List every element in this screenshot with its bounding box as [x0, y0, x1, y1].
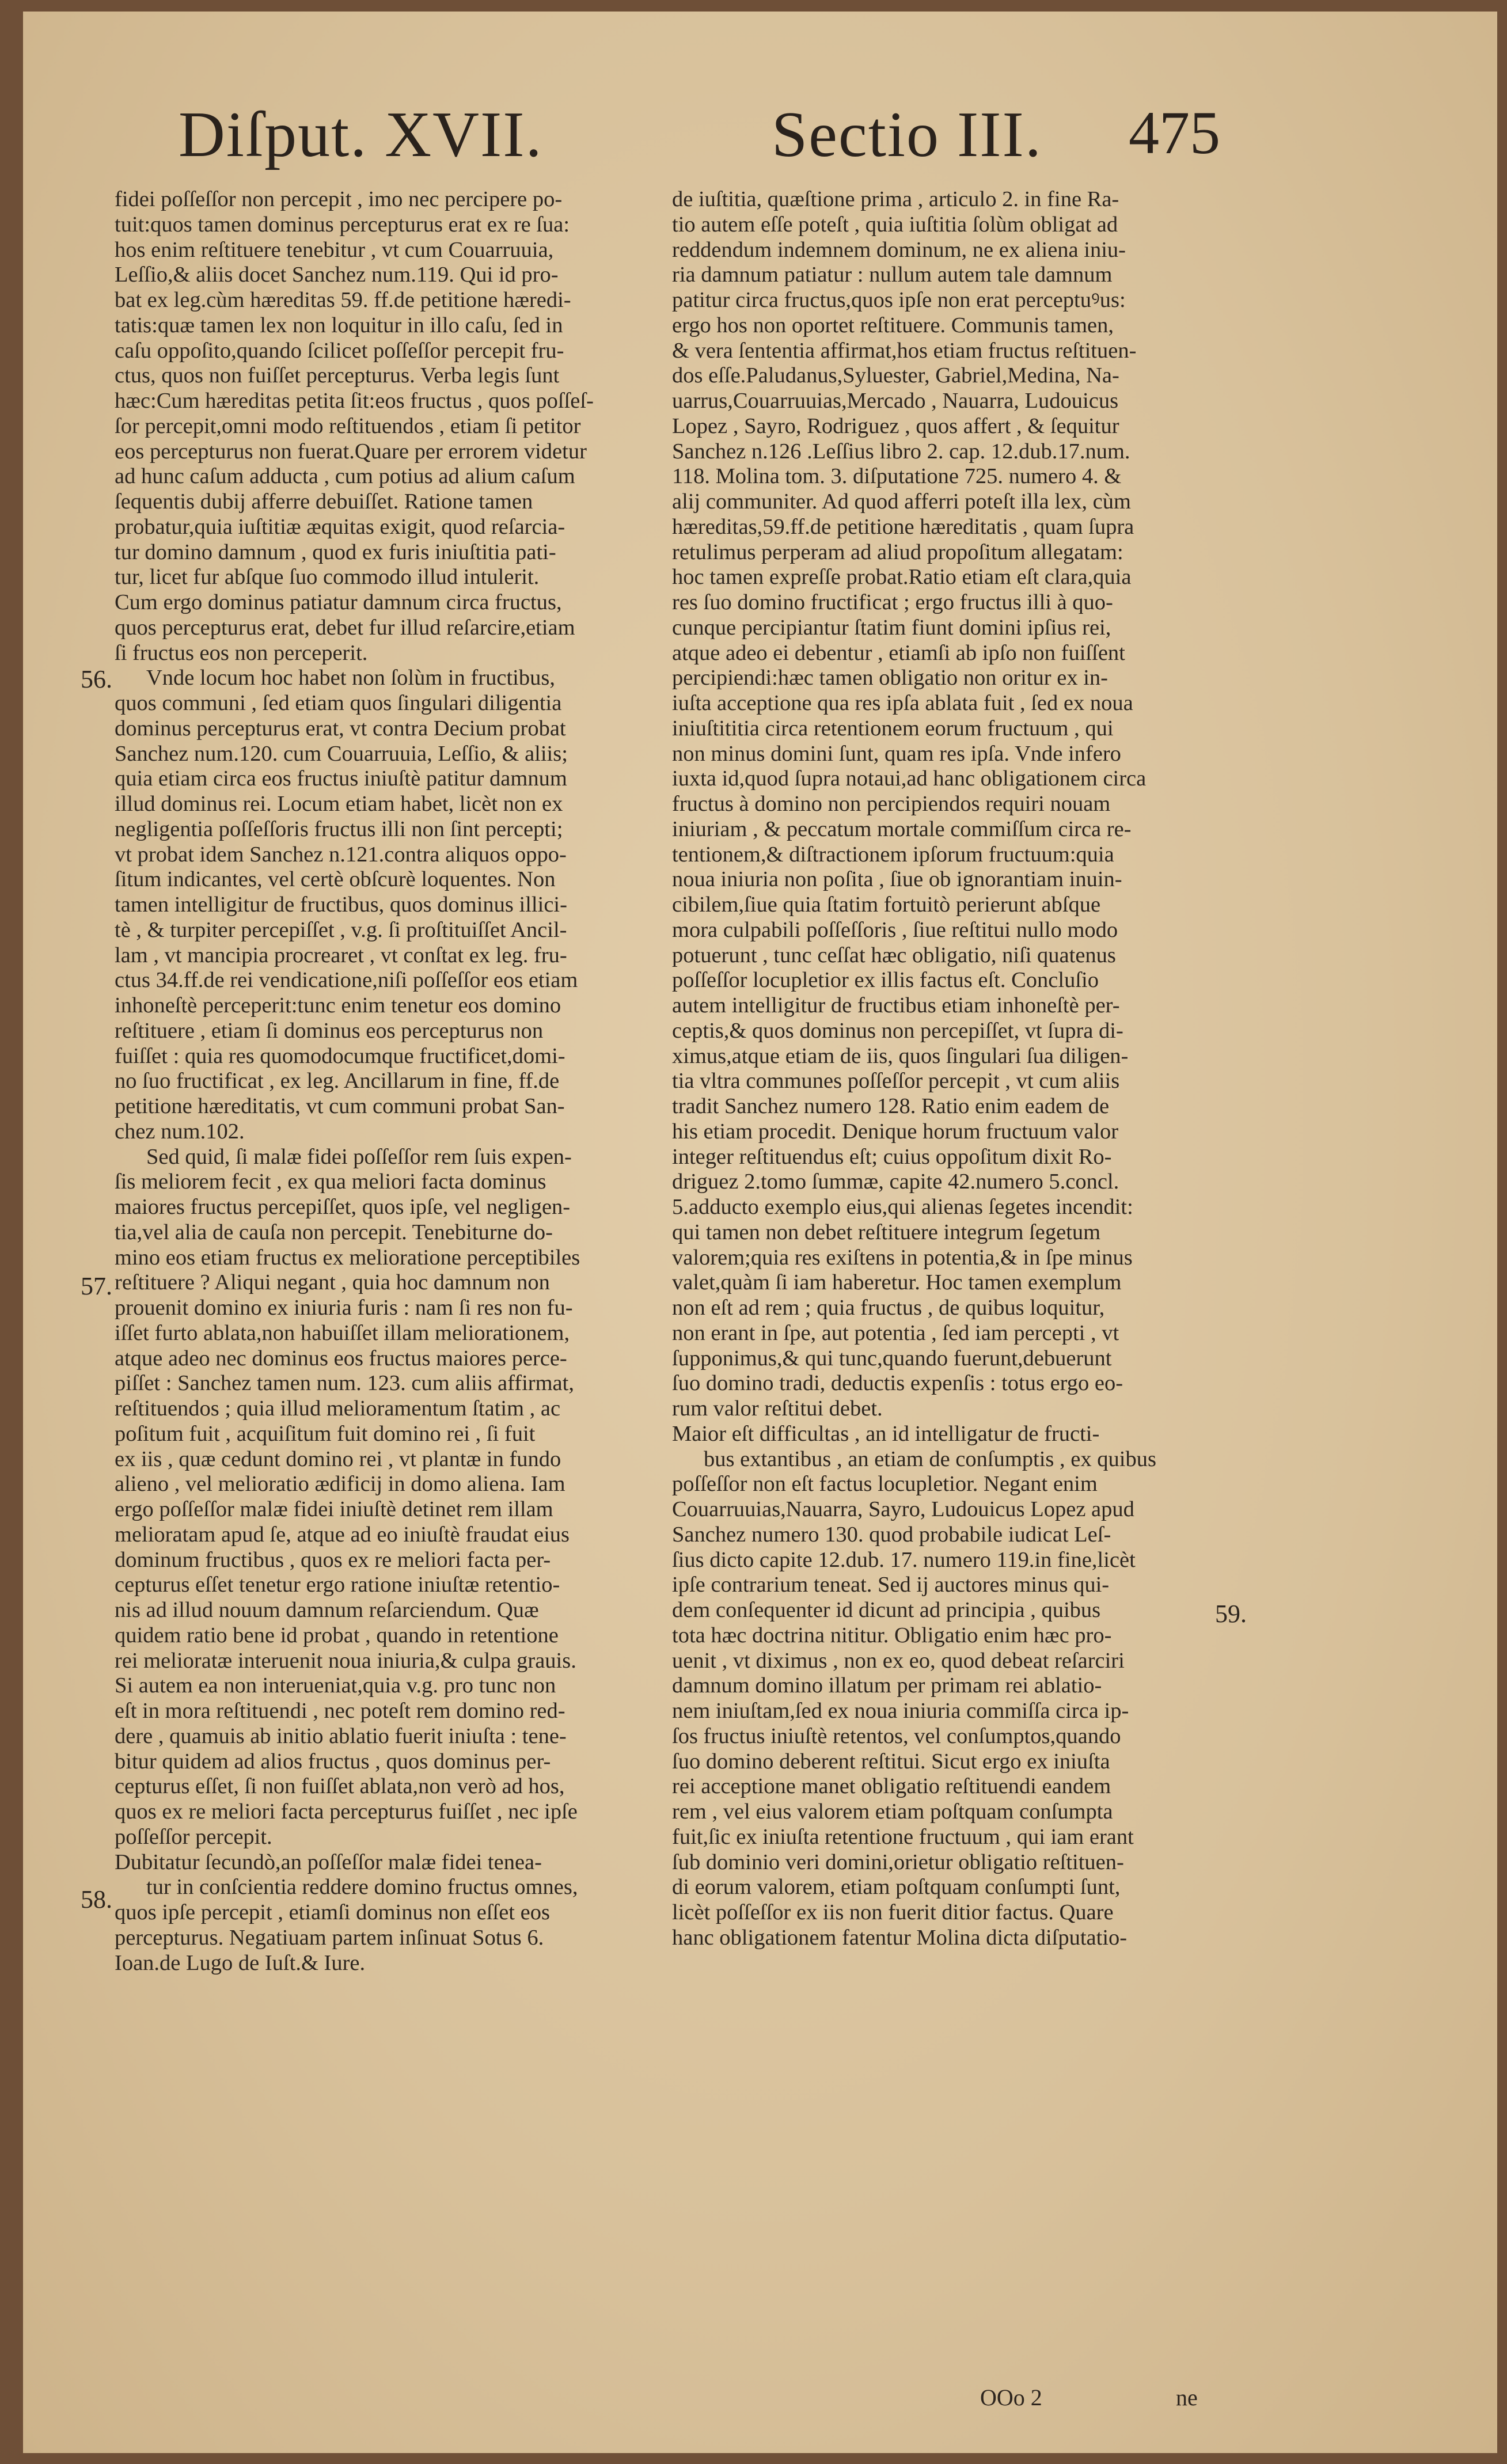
text-line: mino eos etiam fructus ex melioratione perceptibiles — [115, 1245, 580, 1270]
text-line: tur domino damnum , quod ex furis iniuſtitia pati- — [115, 540, 556, 564]
text-line: poſſeſſor non eſt factus locupletior. Negant enim — [672, 1472, 1098, 1497]
text-line: Si autem ea non interueniat,quia v.g. pro tunc non — [115, 1673, 556, 1698]
text-line: ſuo domino tradi, deductis expenſis : totus ergo eo- — [672, 1371, 1123, 1396]
text-line: piſſet : Sanchez tamen num. 123. cum aliis affirmat, — [115, 1371, 574, 1396]
text-line: dos eſſe.Paludanus,Syluester, Gabriel,Medina, Na- — [672, 363, 1119, 388]
text-line: atque adeo ei debentur , etiamſi ab ipſo non fuiſſent — [672, 640, 1125, 665]
text-line: bus extantibus , an etiam de conſumptis , ex quibus — [704, 1446, 1156, 1471]
text-line: valorem;quia res exiſtens in potentia,& in ſpe minus — [672, 1245, 1133, 1270]
text-line: eos percepturus non fuerat.Quare per errorem videtur — [115, 439, 587, 464]
text-line: ſis meliorem fecit , ex qua meliori facta dominus — [115, 1170, 546, 1194]
text-line: tè , & turpiter percepiſſet , v.g. ſi proſtituiſſet Ancil- — [115, 917, 567, 942]
text-line: quos ex re meliori facta percepturus fuiſſet , nec ipſe — [115, 1799, 578, 1824]
text-line: 118. Molina tom. 3. diſputatione 725. numero 4. & — [672, 464, 1122, 489]
text-line: driguez 2.tomo ſummæ, capite 42.numero 5.concl. — [672, 1170, 1119, 1194]
text-line: fuiſſet : quia res quomodocumque fructificet,domi- — [115, 1043, 565, 1068]
text-line: fructus à domino non percipiendos requiri nouam — [672, 792, 1111, 816]
text-line: ceptis,& quos dominus non percepiſſet, vt ſupra di- — [672, 1018, 1123, 1043]
text-line: tur in conſcientia reddere domino fructus omnes, — [146, 1875, 578, 1900]
text-line: noua iniuria non poſita , ſiue ob ignorantiam inuin- — [672, 867, 1122, 892]
text-line: patitur circa fructus,quos ipſe non erat perceptuꝰus: — [672, 288, 1126, 312]
text-line: qui tamen non debet reſtituere integrum ſegetum — [672, 1220, 1101, 1244]
text-line: Vnde locum hoc habet non ſolùm in fructibus, — [146, 666, 555, 690]
signature-mark: OOo 2 — [980, 2385, 1042, 2410]
text-line: reſtituere ? Aliqui negant , quia hoc damnum non — [115, 1270, 550, 1295]
text-line: retulimus perperam ad aliud propoſitum allegatam: — [672, 540, 1123, 564]
text-line: Lopez , Sayro, Rodriguez , quos affert , & ſequitur — [672, 413, 1119, 438]
page-footer — [980, 2384, 1198, 2411]
text-line: iniuriam , & peccatum mortale commiſſum circa re- — [672, 817, 1132, 841]
text-line: nis ad illud nouum damnum reſarciendum. Quæ — [115, 1598, 539, 1622]
text-line: reſtituere , etiam ſi dominus eos percepturus non — [115, 1018, 544, 1043]
text-line: percepturus. Negatiuam partem inſinuat Sotus 6. — [115, 1925, 544, 1950]
text-line: hæc:Cum hæreditas petita ſit:eos fructus , quos poſſeſ- — [115, 389, 594, 413]
text-line: iuſta acceptione qua res ipſa ablata fuit , ſed ex noua — [672, 691, 1133, 715]
text-line: ſos fructus iniuſtè retentos, vel conſumptos,quando — [672, 1723, 1121, 1748]
text-line: dominum fructibus , quos ex re meliori facta per- — [115, 1547, 551, 1572]
text-line: iuxta id,quod ſupra notaui,ad hanc obligationem circa — [672, 766, 1147, 791]
text-line: quia etiam circa eos fructus iniuſtè patitur damnum — [115, 766, 567, 791]
text-line: tatis:quæ tamen lex non loquitur in illo caſu, ſed in — [115, 313, 563, 337]
text-line: ximus,atque etiam de iis, quos ſingulari ſua diligen- — [672, 1043, 1129, 1068]
text-line: alieno , vel melioratio ædificij in domo aliena. Iam — [115, 1472, 565, 1497]
text-line: de iuſtitia, quæſtione prima , articulo 2. in fine Ra- — [672, 187, 1119, 211]
text-line: uarrus,Couarruuias,Mercado , Nauarra, Ludouicus — [672, 389, 1119, 413]
right-text-column — [672, 187, 1170, 1951]
text-line: eſt in mora reſtituendi , nec poteſt rem domino red- — [115, 1699, 565, 1723]
text-line: ſuo domino deberent reſtitui. Sicut ergo ex iniuſta — [672, 1749, 1110, 1774]
text-line: iſſet furto ablata,non habuiſſet illam meliorationem, — [115, 1320, 570, 1345]
text-line: rei melioratæ interuenit noua iniuria,& culpa grauis. — [115, 1648, 576, 1673]
text-line: dere , quamuis ab initio ablatio fuerit iniuſta : tene- — [115, 1723, 567, 1748]
paragraph-number-59: 59. — [1215, 1600, 1247, 1628]
text-line: cepturus eſſet tenetur ergo ratione iniuſtæ retentio- — [115, 1573, 560, 1597]
text-line: his etiam procedit. Denique horum fructuum valor — [672, 1119, 1119, 1144]
paragraph-number-56: 56. — [81, 665, 112, 693]
text-line: lam , vt mancipia procrearet , vt conſtat ex leg. fru- — [115, 943, 567, 967]
text-line: tia,vel alia de cauſa non percepit. Tenebiturne do- — [115, 1220, 553, 1244]
header-section: Sectio III. — [772, 99, 1042, 170]
text-line: quos ipſe percepit , etiamſi dominus non eſſet eos — [115, 1900, 550, 1924]
text-line: illud dominus rei. Locum etiam habet, licèt non ex — [115, 792, 563, 816]
text-line: tota hæc doctrina nititur. Obligatio enim hæc pro- — [672, 1623, 1112, 1647]
text-line: vt probat idem Sanchez n.121.contra aliquos oppo- — [115, 842, 567, 867]
text-line: Ioan.de Lugo de Iuſt.& Iure. — [115, 1950, 366, 1975]
text-line: Maior eſt difficultas , an id intelligatur de fructi- — [672, 1421, 1100, 1446]
header-disputation: Diſput. XVII. — [179, 99, 543, 170]
text-line: chez num.102. — [115, 1119, 245, 1144]
text-line: ipſe contrarium teneat. Sed ij auctores minus qui- — [672, 1573, 1110, 1597]
book-page — [23, 12, 1497, 2453]
text-line: 5.adducto exemplo eius,qui alienas ſegetes incendit: — [672, 1195, 1133, 1219]
text-line: alij communiter. Ad quod afferri poteſt illa lex, cùm — [672, 489, 1131, 514]
text-line: ſequentis dubij afferre debuiſſet. Ratione tamen — [115, 489, 533, 514]
text-line: res ſuo domino fructificat ; ergo fructus illi à quo- — [672, 590, 1113, 614]
text-line: hæreditas,59.ff.de petitione hæreditatis , quam ſupra — [672, 514, 1134, 539]
text-line: ſitum indicantes, vel certè obſcurè loquentes. Non — [115, 867, 556, 892]
text-line: non eſt ad rem ; quia fructus , de quibus loquitur, — [672, 1296, 1105, 1320]
text-line: reſtituendos ; quia illud melioramentum ſtatim , ac — [115, 1396, 561, 1421]
text-line: Dubitatur ſecundò,an poſſeſſor malæ fidei tenea- — [115, 1850, 542, 1874]
text-line: uenit , vt diximus , non ex eo, quod debeat reſarciri — [672, 1648, 1125, 1673]
text-line: ergo hos non oportet reſtituere. Communis tamen, — [672, 313, 1114, 337]
text-line: ſi fructus eos non perceperit. — [115, 640, 368, 665]
text-line: ctus, quos non fuiſſet percepturus. Verba legis ſunt — [115, 363, 560, 388]
text-line: tio autem eſſe poteſt , quia iuſtitia ſolùm obligat ad — [672, 212, 1118, 237]
text-line: licèt poſſeſſor ex iis non fuerit ditior factus. Quare — [672, 1900, 1114, 1924]
text-line: Sed quid, ſi malæ fidei poſſeſſor rem ſuis expen- — [146, 1144, 572, 1169]
text-line: ria damnum patiatur : nullum autem tale damnum — [672, 263, 1113, 287]
paragraph-number-58: 58. — [81, 1885, 112, 1914]
text-line: fuit,ſic ex iniuſta retentione fructuum , qui iam erant — [672, 1824, 1134, 1849]
text-line: probatur,quia iuſtitiæ æquitas exigit, quod reſarcia- — [115, 514, 565, 539]
text-line: bat ex leg.cùm hæreditas 59. ff.de petitione hæredi- — [115, 288, 571, 312]
text-line: non erant in ſpe, aut potentia , ſed iam percepti , vt — [672, 1320, 1119, 1345]
text-line: quos communi , ſed etiam quos ſingulari diligentia — [115, 691, 562, 715]
text-line: inhoneſtè perceperit:tunc enim tenetur eos domino — [115, 993, 561, 1018]
text-line: Sanchez numero 130. quod probabile iudicat Leſ- — [672, 1522, 1111, 1547]
text-line: potuerunt , tunc ceſſat hæc obligatio, niſi quatenus — [672, 943, 1116, 967]
text-line: hos enim reſtituere tenebitur , vt cum Couarruuia, — [115, 237, 554, 262]
text-line: percipiendi:hæc tamen obligatio non oritur ex in- — [672, 666, 1108, 690]
text-line: tur, licet fur abſque ſuo commodo illud intulerit. — [115, 565, 540, 590]
text-line: integer reſtituendus eſt; cuius oppoſitum dixit Ro- — [672, 1144, 1112, 1169]
text-line: rei acceptione manet obligatio reſtituendi eandem — [672, 1774, 1111, 1799]
text-line: iniuſtititia circa retentionem eorum fructuum , qui — [672, 716, 1114, 741]
text-line: Sanchez num.120. cum Couarruuia, Leſſio, & aliis; — [115, 741, 568, 766]
text-line: melioratam apud ſe, atque ad eo iniuſtè fraudat eius — [115, 1522, 570, 1547]
paragraph-number-57: 57. — [81, 1272, 112, 1300]
left-text-column — [115, 187, 613, 1976]
text-line: dominus percepturus erat, vt contra Decium probat — [115, 716, 566, 741]
text-line: di eorum valorem, etiam poſtquam conſumpti ſunt, — [672, 1875, 1121, 1900]
text-line: ex iis , quæ cedunt domino rei , vt plantæ in fundo — [115, 1446, 561, 1471]
text-line: damnum domino illatum per primam rei ablatio- — [672, 1673, 1102, 1698]
text-line: nem iniuſtam,ſed ex noua iniuria commiſſa circa ip- — [672, 1699, 1129, 1723]
text-line: negligentia poſſeſſoris fructus illi non ſint percepti; — [115, 817, 563, 841]
text-line: tia vltra communes poſſeſſor percepit , vt cum aliis — [672, 1069, 1120, 1094]
text-line: Couarruuias,Nauarra, Sayro, Ludouicus Lopez apud — [672, 1497, 1134, 1521]
text-line: ergo poſſeſſor malæ fidei iniuſtè detinet rem illam — [115, 1497, 553, 1521]
text-line: cibilem,ſiue quia ſtatim fortuitò perierunt abſque — [672, 893, 1101, 917]
text-line: ſor percepit,omni modo reſtituendos , etiam ſi petitor — [115, 413, 581, 438]
catchword: ne — [1176, 2385, 1198, 2410]
text-line: reddendum indemnem dominum, ne ex aliena iniu- — [672, 237, 1126, 262]
text-line: prouenit domino ex iniuria furis : nam ſi res non fu- — [115, 1296, 573, 1320]
text-line: Cum ergo dominus patiatur damnum circa fructus, — [115, 590, 562, 614]
text-line: ſupponimus,& qui tunc,quando fuerunt,debuerunt — [672, 1346, 1112, 1370]
text-line: ſius dicto capite 12.dub. 17. numero 119.in fine,licèt — [672, 1547, 1136, 1572]
text-line: Sanchez n.126 .Leſſius libro 2. cap. 12.dub.17.num. — [672, 439, 1130, 464]
text-line: atque adeo nec dominus eos fructus maiores perce- — [115, 1346, 567, 1370]
text-line: ctus 34.ff.de rei vendicatione,niſi poſſeſſor eos etiam — [115, 968, 578, 993]
text-line: cunque percipiantur ſtatim fiunt domini ipſius rei, — [672, 615, 1111, 640]
text-line: hanc obligationem fatentur Molina dicta diſputatio- — [672, 1925, 1128, 1950]
text-line: rum valor reſtitui debet. — [672, 1396, 883, 1421]
text-line: Leſſio,& aliis docet Sanchez num.119. Qui id pro- — [115, 263, 559, 287]
text-line: autem intelligitur de fructibus etiam inhoneſtè per- — [672, 993, 1120, 1018]
text-line: dem conſequenter id dicunt ad principia , quibus — [672, 1598, 1101, 1622]
text-line: ad hunc caſum adducta , cum potius ad alium caſum — [115, 464, 575, 489]
text-line: petitione hæreditatis, vt cum communi probat San- — [115, 1094, 565, 1118]
text-line: rem , vel eius valorem etiam poſtquam conſumpta — [672, 1799, 1113, 1824]
text-line: poſſeſſor percepit. — [115, 1824, 272, 1849]
text-line: poſitum fuit , acquiſitum fuit domino rei , ſi fuit — [115, 1421, 536, 1446]
running-header — [23, 12, 1497, 184]
text-line: non minus domini ſunt, quam res ipſa. Vnde infero — [672, 741, 1121, 766]
text-line: quos percepturus erat, debet fur illud reſarcire,etiam — [115, 615, 575, 640]
text-line: quidem ratio bene id probat , quando in retentione — [115, 1623, 559, 1647]
text-line: ſub dominio veri domini,orietur obligatio reſtituen- — [672, 1850, 1124, 1874]
text-line: maiores fructus percepiſſet, quos ipſe, vel negligen- — [115, 1195, 571, 1219]
text-line: tuit:quos tamen dominus percepturus erat ex re ſua: — [115, 212, 570, 237]
text-line: fidei poſſeſſor non percepit , imo nec percipere po- — [115, 187, 563, 211]
text-line: cepturus eſſet, ſi non fuiſſet ablata,non verò ad hos, — [115, 1774, 565, 1799]
text-line: mora culpabili poſſeſſoris , ſiue reſtitui nullo modo — [672, 917, 1118, 942]
text-line: caſu oppoſito,quando ſcilicet poſſeſſor percepit fru- — [115, 338, 564, 363]
text-line: tamen intelligitur de fructibus, quos dominus illici- — [115, 893, 567, 917]
page-number: 475 — [1129, 99, 1220, 166]
text-line: tradit Sanchez numero 128. Ratio enim eadem de — [672, 1094, 1110, 1118]
text-line: poſſeſſor locupletior ex illis factus eſt. Concluſio — [672, 968, 1099, 993]
text-line: bitur quidem ad alios fructus , quos dominus per- — [115, 1749, 551, 1774]
text-line: valet,quàm ſi iam haberetur. Hoc tamen exemplum — [672, 1270, 1122, 1295]
text-line: tentionem,& diſtractionem ipſorum fructuum:quia — [672, 842, 1114, 867]
text-line: no ſuo fructificat , ex leg. Ancillarum in fine, ff.de — [115, 1069, 560, 1094]
text-line: & vera ſententia affirmat,hos etiam fructus reſtituen- — [672, 338, 1137, 363]
text-line: hoc tamen expreſſe probat.Ratio etiam eſt clara,quia — [672, 565, 1132, 590]
